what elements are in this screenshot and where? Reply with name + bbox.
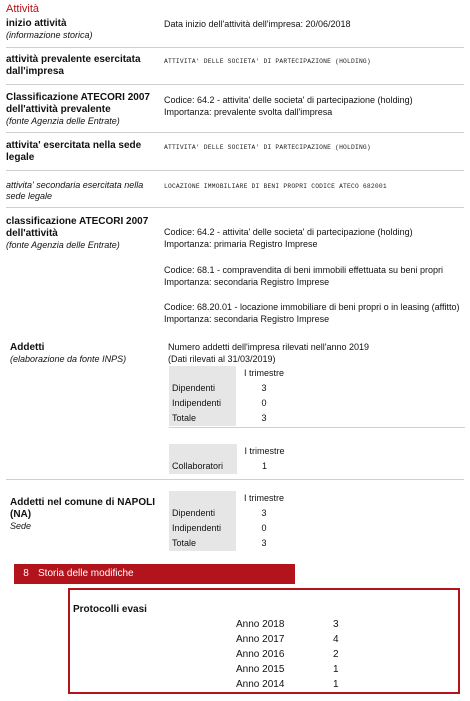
label-sub: (informazione storica) <box>6 30 93 40</box>
label-sub: (fonte Agenzia delle Entrate) <box>6 240 120 250</box>
label-sub: Sede <box>10 521 32 531</box>
label-sub: (elaborazione da fonte INPS) <box>10 354 127 364</box>
ateco-importance: Importanza: secondaria Registro Imprese <box>164 277 330 287</box>
protocollo-year: Anno 2014 <box>236 679 285 690</box>
label-attivita-secondaria: attivita' secondaria esercitata nella sede legale <box>6 180 144 201</box>
label-attivita-prevalente: attività prevalente esercitata dall'impresa <box>6 54 141 77</box>
table-row <box>169 396 292 411</box>
ateco-entry <box>164 301 464 325</box>
protocollo-year: Anno 2018 <box>236 619 285 630</box>
row-divider <box>6 170 464 171</box>
label-text: inizio attività <box>6 18 67 29</box>
label-ateco-prevalente <box>6 92 158 127</box>
section-number: 8 <box>23 568 29 579</box>
ateco-code: Codice: 68.20.01 - locazione immobiliare di beni propri o in leasing (affitto) <box>164 302 460 312</box>
table-row <box>169 411 292 426</box>
ateco-importance: Importanza: prevalente svolta dall'impresa <box>164 107 333 117</box>
protocollo-count: 2 <box>333 649 339 660</box>
value-inizio-attivita: Data inizio dell'attività dell'impresa: 20/06/2018 <box>164 19 351 29</box>
protocollo-count: 3 <box>333 619 339 630</box>
section-title: Storia delle modifiche <box>38 568 134 579</box>
value-attivita-secondaria: LOCAZIONE IMMOBILIARE DI BENI PROPRI CODICE ATECO 682001 <box>164 183 387 190</box>
addetti-intro-date: (Dati rilevati al 31/03/2019) <box>168 354 276 364</box>
table-corner <box>169 444 237 459</box>
table-header: I trimestre <box>244 446 285 456</box>
addetti-intro-line: Numero addetti dell'impresa rilevati nell'anno 2019 <box>168 342 370 352</box>
ateco-code: Codice: 64.2 - attivita' delle societa' di partecipazione (holding) <box>164 95 413 105</box>
table-corner <box>169 366 236 381</box>
protocollo-year: Anno 2017 <box>236 634 285 645</box>
ateco-entry <box>164 226 464 250</box>
value-ateco-prevalente <box>164 94 464 118</box>
label-addetti-comune <box>10 497 160 532</box>
row-divider <box>6 207 464 208</box>
label-text: Addetti <box>10 342 45 353</box>
table-cell-value: 3 <box>261 538 267 548</box>
value-attivita-prevalente: ATTIVITA' DELLE SOCIETA' DI PARTECIPAZIONE (HOLDING) <box>164 58 371 65</box>
table-cell-value: 3 <box>261 508 267 518</box>
addetti-comune-table <box>169 491 292 551</box>
protocolli-title: Protocolli evasi <box>73 604 147 615</box>
table-cell-value: 3 <box>261 413 267 423</box>
ateco-importance: Importanza: secondaria Registro Imprese <box>164 314 330 324</box>
label-addetti <box>10 342 162 365</box>
protocollo-count: 1 <box>333 679 339 690</box>
table-cell-label: Dipendenti <box>169 506 236 521</box>
table-cell-label: Indipendenti <box>169 396 236 411</box>
ateco-importance: Importanza: primaria Registro Imprese <box>164 239 318 249</box>
table-header: I trimestre <box>243 368 284 378</box>
label-text: Addetti nel comune di NAPOLI (NA) <box>10 497 156 520</box>
protocollo-count: 4 <box>333 634 339 645</box>
label-ateco-attivita <box>6 216 158 251</box>
ateco-code: Codice: 64.2 - attivita' delle societa' di partecipazione (holding) <box>164 227 413 237</box>
table-cell-value: 1 <box>262 461 268 471</box>
table-row <box>169 506 292 521</box>
table-corner <box>169 491 236 506</box>
row-divider <box>6 47 464 48</box>
label-text: classificazione ATECORI 2007 dell'attività <box>6 216 149 239</box>
addetti-table <box>169 366 292 426</box>
protocollo-count: 1 <box>333 664 339 675</box>
ateco-code: Codice: 68.1 - compravendita di beni immobili effettuata su beni propri <box>164 265 443 275</box>
table-row <box>169 459 292 474</box>
label-text: Classificazione ATECORI 2007 dell'attività prevalente <box>6 92 150 115</box>
section-title-attivita: Attività <box>6 3 40 15</box>
value-attivita-sede: ATTIVITA' DELLE SOCIETA' DI PARTECIPAZIONE (HOLDING) <box>164 144 371 151</box>
label-sub: (fonte Agenzia delle Entrate) <box>6 116 120 126</box>
table-cell-value: 0 <box>261 398 267 408</box>
collaboratori-table <box>169 444 292 474</box>
table-header: I trimestre <box>243 493 284 503</box>
addetti-intro <box>168 341 468 365</box>
label-attivita-sede: attivita' esercitata nella sede legale <box>6 140 142 163</box>
ateco-entry <box>164 264 464 288</box>
table-cell-label: Totale <box>169 536 236 551</box>
table-cell-value: 0 <box>261 523 267 533</box>
table-row <box>169 381 292 396</box>
label-inizio-attivita <box>6 18 158 41</box>
table-row <box>169 536 292 551</box>
row-divider <box>6 84 464 85</box>
row-divider <box>169 427 465 428</box>
table-row <box>169 521 292 536</box>
protocollo-year: Anno 2016 <box>236 649 285 660</box>
section-header-storia <box>14 564 295 584</box>
row-divider <box>6 479 464 480</box>
table-cell-label: Indipendenti <box>169 521 236 536</box>
table-cell-value: 3 <box>261 383 267 393</box>
table-cell-label: Collaboratori <box>169 459 237 474</box>
table-cell-label: Dipendenti <box>169 381 236 396</box>
protocollo-year: Anno 2015 <box>236 664 285 675</box>
row-divider <box>6 132 464 133</box>
table-cell-label: Totale <box>169 411 236 426</box>
